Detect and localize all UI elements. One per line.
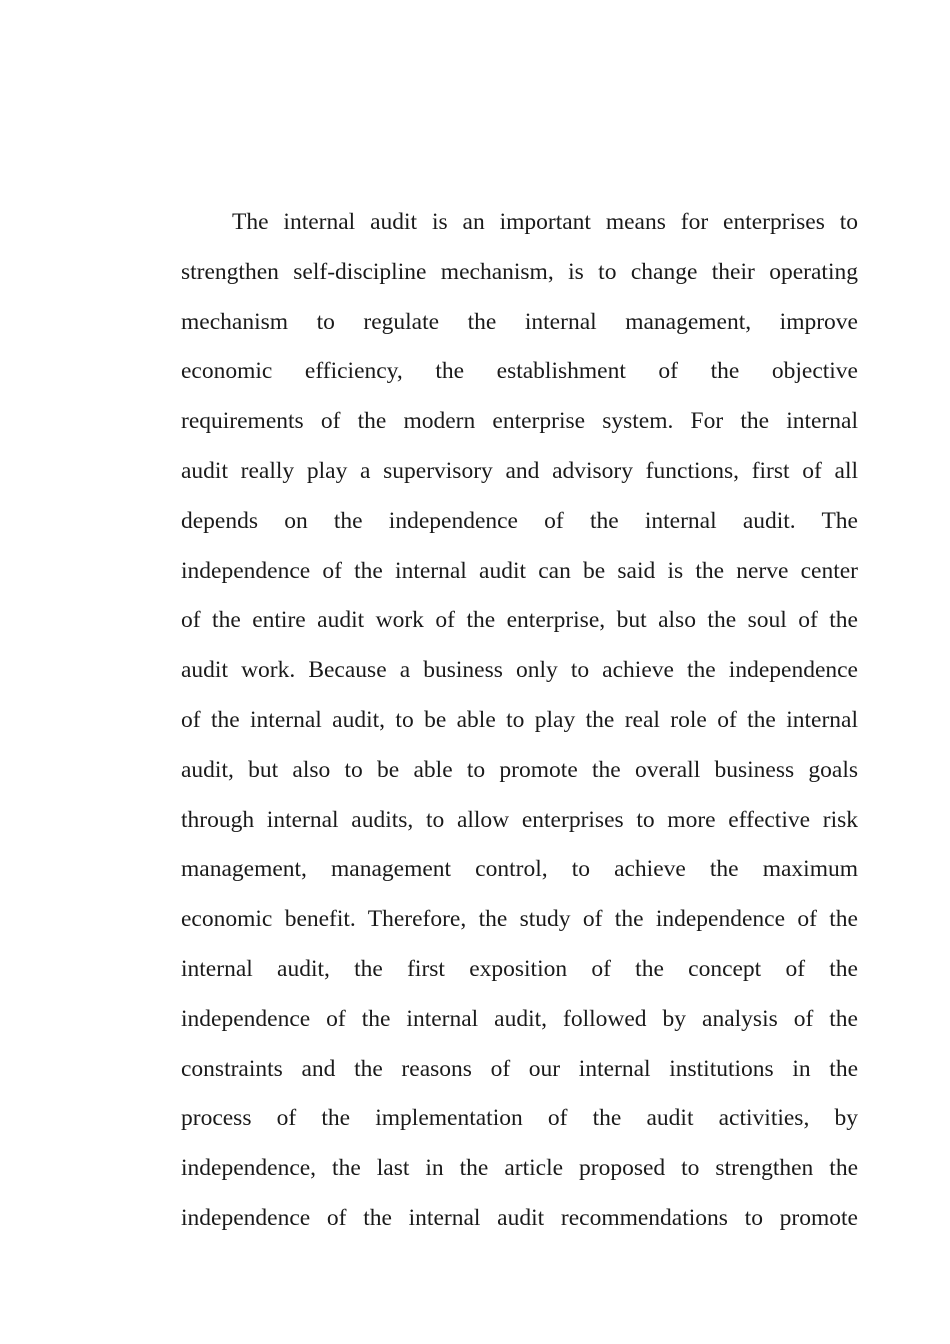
paragraph-line: audit, but also to be able to promote the overall business goals xyxy=(181,756,858,783)
paragraph-line: independence of the internal audit, followed by analysis of the xyxy=(181,1005,858,1032)
paragraph-line: of the entire audit work of the enterprise, but also the soul of the xyxy=(181,607,858,634)
paragraph-line: mechanism to regulate the internal management, improve xyxy=(181,308,858,335)
paragraph-line: internal audit, the first exposition of the concept of the xyxy=(181,955,858,982)
paragraph-line: requirements of the modern enterprise system. For the internal xyxy=(181,408,858,435)
paragraph-line: through internal audits, to allow enterprises to more effective risk xyxy=(181,806,858,833)
body-paragraph xyxy=(181,198,858,1244)
paragraph-line: audit really play a supervisory and advisory functions, first of all xyxy=(181,457,858,484)
paragraph-line: independence, the last in the article proposed to strengthen the xyxy=(181,1155,858,1182)
paragraph-line: of the internal audit, to be able to play the real role of the internal xyxy=(181,706,858,733)
paragraph-line: depends on the independence of the internal audit. The xyxy=(181,507,858,534)
paragraph-line: strengthen self-discipline mechanism, is to change their operating xyxy=(181,258,858,285)
paragraph-line: process of the implementation of the audit activities, by xyxy=(181,1105,858,1132)
paragraph-line: The internal audit is an important means for enterprises to xyxy=(232,209,858,235)
paragraph-line: constraints and the reasons of our internal institutions in the xyxy=(181,1055,858,1082)
paragraph-line: management, management control, to achieve the maximum xyxy=(181,856,858,883)
paragraph-line: audit work. Because a business only to achieve the independence xyxy=(181,657,858,684)
paragraph-line: independence of the internal audit can be said is the nerve center xyxy=(181,557,858,584)
paragraph-line: economic benefit. Therefore, the study of the independence of the xyxy=(181,906,858,933)
paragraph-line: independence of the internal audit recommendations to promote xyxy=(181,1204,858,1231)
paragraph-line: economic efficiency, the establishment of the objective xyxy=(181,358,858,385)
